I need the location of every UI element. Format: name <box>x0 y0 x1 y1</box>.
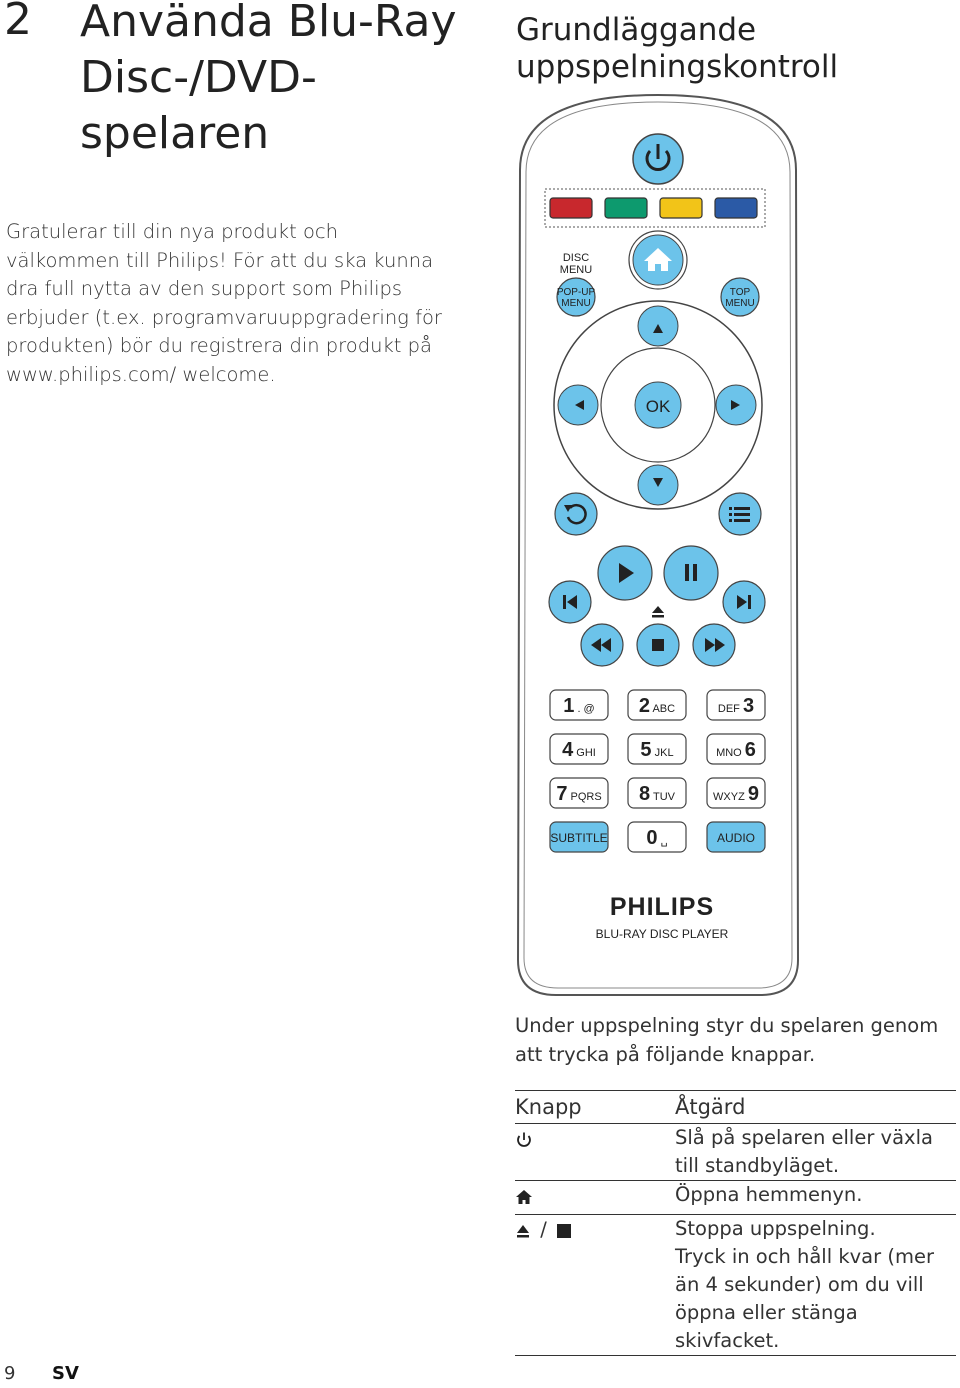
power-button[interactable] <box>633 134 683 184</box>
intro-paragraph: Gratulerar till din nya produkt och välkommen till Philips! För att du ska kunna dra full nytta av den support som Philips erbjuder (t.ex. programvaruuppgradering för produkten) bör du registrera din produkt på www.philips.com/ welcome. <box>6 220 442 386</box>
key-label: 8 TUV <box>639 783 675 805</box>
caption: Under uppspelning styr du spelaren genom att trycka på följande knappar. <box>515 1014 939 1066</box>
key-1[interactable] <box>550 690 608 720</box>
action-cell: Öppna hemmenyn. <box>675 1183 863 1206</box>
model-label: BLU-RAY DISC PLAYER <box>595 927 729 941</box>
chapter-title: Använda Blu-Ray Disc-/DVD-spelaren <box>80 0 457 159</box>
key-separator: / <box>540 1218 547 1241</box>
button-table <box>515 1090 956 1356</box>
ok-button[interactable] <box>635 382 681 428</box>
key-label: 1 . @ <box>563 695 595 717</box>
key-5[interactable] <box>628 734 686 764</box>
key-label: 0 ␣ <box>646 827 668 849</box>
page-number: 9 <box>4 1363 16 1384</box>
language-code: SV <box>52 1363 79 1384</box>
svg-text:TOP: TOP <box>729 287 751 298</box>
header-action: Åtgärd <box>675 1095 746 1119</box>
action-cell: Slå på spelaren eller växla till standbyläget. <box>675 1126 933 1177</box>
svg-text:MENU: MENU <box>725 298 755 309</box>
svg-text:AUDIO: AUDIO <box>716 831 756 845</box>
brand-logo: PHILIPS <box>609 893 715 921</box>
chapter-number: 2 <box>4 0 32 45</box>
svg-text:OK: OK <box>645 397 671 416</box>
key-label: DEF 3 <box>717 695 755 717</box>
key-2[interactable] <box>628 690 686 720</box>
left-button[interactable] <box>558 385 598 425</box>
previous-button[interactable] <box>549 581 591 623</box>
key-6[interactable] <box>707 734 765 764</box>
svg-text:POP-UP: POP-UP <box>556 287 596 298</box>
key-label: 5 JKL <box>640 739 674 761</box>
right-button[interactable] <box>716 385 756 425</box>
table-row <box>515 1215 956 1356</box>
key-cell <box>515 1124 675 1181</box>
key-0[interactable] <box>628 822 686 852</box>
key-9[interactable] <box>707 778 765 808</box>
subtitle-button[interactable] <box>550 822 608 852</box>
key-8[interactable] <box>628 778 686 808</box>
top-menu-button[interactable] <box>721 278 759 316</box>
svg-text:MENU: MENU <box>561 298 591 309</box>
power-icon <box>515 1131 533 1149</box>
key-7[interactable] <box>550 778 608 808</box>
key-label: 2 ABC <box>638 695 676 717</box>
key-3[interactable] <box>707 690 765 720</box>
stop-icon <box>556 1222 572 1240</box>
eject-icon <box>515 1222 531 1240</box>
table-row <box>515 1181 956 1215</box>
action-text-secondary: Tryck in och håll kvar (mer än 4 sekunder) om du vill öppna eller stänga skivfacket. <box>675 1245 934 1352</box>
svg-text:SUBTITLE: SUBTITLE <box>550 831 608 845</box>
rewind-button[interactable] <box>581 624 623 666</box>
back-button[interactable] <box>555 493 597 535</box>
pause-button[interactable] <box>664 546 718 600</box>
section-title: Grundläggande uppspelningskontroll <box>516 12 839 85</box>
yellow-button[interactable] <box>660 198 702 218</box>
audio-button[interactable] <box>707 822 765 852</box>
table-header-row <box>515 1091 956 1124</box>
action-text: Stoppa uppspelning. <box>675 1217 876 1240</box>
play-button[interactable] <box>598 546 652 600</box>
key-4[interactable] <box>550 734 608 764</box>
home-button[interactable] <box>629 231 687 289</box>
next-button[interactable] <box>723 581 765 623</box>
key-cell <box>515 1181 675 1215</box>
disc-menu-label: DISC <box>562 252 590 264</box>
up-button[interactable] <box>638 306 678 346</box>
options-button[interactable] <box>719 493 761 535</box>
blue-button[interactable] <box>715 198 757 218</box>
key-label: WXYZ 9 <box>713 783 759 805</box>
stop-button[interactable] <box>637 624 679 666</box>
green-button[interactable] <box>605 198 647 218</box>
action-cell <box>675 1215 956 1356</box>
down-button[interactable] <box>638 465 678 505</box>
remote-body <box>518 95 798 995</box>
popup-menu-button[interactable] <box>557 278 596 316</box>
fast-forward-button[interactable] <box>693 624 735 666</box>
key-label: MNO 6 <box>716 739 756 761</box>
header-button: Knapp <box>515 1095 582 1119</box>
key-label: 4 GHI <box>562 739 596 761</box>
key-label: 7 PQRS <box>556 783 602 805</box>
table-row <box>515 1124 956 1181</box>
red-button[interactable] <box>550 198 592 218</box>
stop-icon <box>652 639 664 651</box>
home-icon <box>515 1188 533 1206</box>
disc-menu-label-line2: MENU <box>559 264 593 276</box>
key-cell <box>515 1215 675 1356</box>
